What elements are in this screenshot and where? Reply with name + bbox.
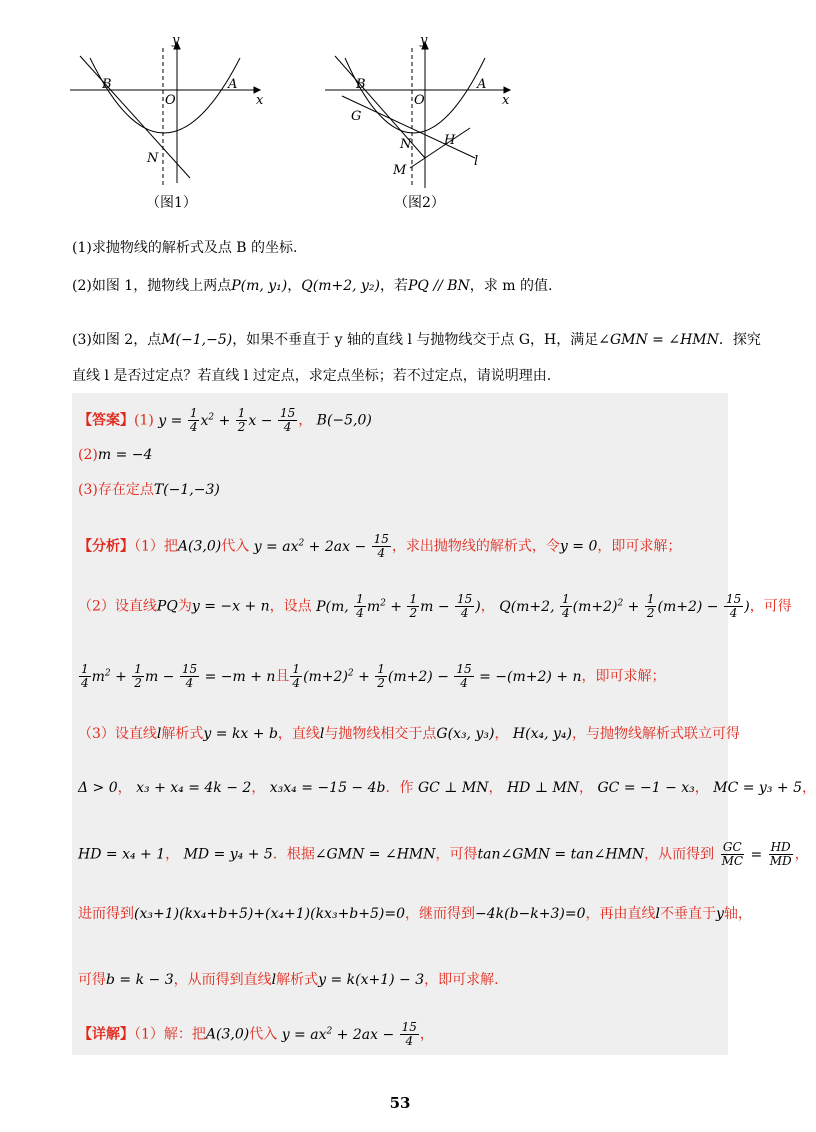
q3-text-b: ，如果不垂直于 y 轴的直线 l 与抛物线交于点 G，H，满足 [232,332,599,348]
analysis-p5-hdv: HD = x₄ + 1 [78,846,166,863]
answer-2-prefix: (2) [78,447,98,463]
fig2-label-A: A [477,77,487,92]
analysis-p2-point-q: Q(m+2, $\frac{1}{4}$ $(m+2)^2$ + $\frac{1}{2}$ (m+2) − $\frac{15}{4}$ ) [499,592,750,620]
analysis-p5-gen: ．根据 [272,846,315,863]
q2-text-b: ， [287,278,302,294]
analysis-p7-e: ，即可求解. [424,972,499,988]
detail-a: （1）解：把 [134,1026,206,1043]
analysis-p7-b: b = k − 3 [106,972,174,988]
analysis-p7-d: 解析式 [276,972,319,988]
analysis-p2-eq1: $\frac{1}{4}$ $m^2$ + $\frac{1}{2}$ m − $\frac{15}{4}$ = −m + n [81,662,276,690]
analysis-p6-e: 轴， [723,906,752,922]
analysis-p4-delta: Δ > 0 [78,780,118,796]
analysis-line-3: （3）设直线l解析式y = kx + b，直线l与抛物线相交于点G(x₃, y₃)， H(x₄, y₄)，与抛物线解析式联立可得 [78,726,740,742]
answer-line-3 [78,479,220,499]
analysis-p4-prod: x₃x₄ = −15 − 4b [269,780,386,796]
analysis-p6-l: l [655,906,660,922]
fig2-label-H: H [444,133,456,148]
analysis-line-7 [78,969,499,989]
figure-diagrams [60,28,540,218]
q2-text-d: ，求 m 的值. [469,278,553,294]
detail-line-1 [78,1021,434,1048]
analysis-p4-gc: GC ⊥ MN [417,780,489,796]
detail-c: ， [419,1026,434,1043]
analysis-p5-ang: ∠GMN = ∠HMN [314,846,436,863]
analysis-p1-c: ，求出抛物线的解析式，令 [391,538,560,555]
detail-point-a: A(3,0) [205,1026,250,1043]
analysis-p6-a: 进而得到 [78,906,134,922]
q2-text-a: (2)如图 1，抛物线上两点 [72,278,232,294]
answer-line-1: 【答案】(1) y = $\frac{1}{4}$ $x^2$ + $\frac{1}{2}$ x − $\frac{15}{4}$ ， B(−5,0) [78,406,372,434]
analysis-p4-hd: HD ⊥ MN [506,780,580,796]
ratio-hd: HD [770,840,791,854]
figure-2-caption: （图2） [394,195,445,211]
q3-text-a: (3)如图 2，点 [72,332,162,348]
figure-1-caption: （图1） [146,195,197,211]
fig1-label-B: B [102,77,112,92]
question-3-line-2: 直线 l 是否过定点？若直线 l 过定点，求定点坐标；若不过定点，请说明理由. [72,368,552,384]
analysis-p4-mcv: MC = y₃ + 5 [713,780,802,796]
figures [60,28,540,218]
analysis-p1-b: 代入 [221,538,250,555]
fig2-label-M: M [393,163,407,178]
fig2-label-B: B [356,77,366,92]
analysis-line-5: HD = x₄ + 1， MD = y₄ + 5．根据∠GMN = ∠HMN，可得tan∠GMN = tan∠HMN，从而得到 $\frac{GC}{MC}$ = $\frac{HD}{MD}$ ， [78,840,809,868]
answer-2-value: m = −4 [97,447,153,463]
analysis-p7-eq: y = k(x+1) − 3 [318,972,425,988]
figure-2 [325,33,510,188]
analysis-p2-b: 为 [177,598,192,615]
fig1-label-x: x [256,93,264,108]
question-1: (1)求抛物线的解析式及点 B 的坐标. [72,240,298,256]
question-3 [72,330,761,350]
q3-angle: ∠GMN = ∠HMN [598,332,719,348]
q3-text-c: ．探究 [718,332,761,348]
analysis-p2-e: ，即可求解； [581,668,666,685]
ratio-mc: MC [721,854,744,868]
answer-line-2 [78,447,152,463]
analysis-p2-d: ，可得 [749,598,792,615]
page-number: 53 [389,1094,411,1112]
analysis-p3-c: ，直线 [277,726,320,742]
analysis-p3-l: l [156,726,162,742]
fig1-label-y: y [172,33,180,48]
analysis-tag: 【分析】 [78,538,134,555]
fig2-label-x: x [502,93,510,108]
analysis-p3-b: 解析式 [161,726,204,742]
ratio-gc: GC [722,840,742,854]
q2-parallel: PQ // BN [408,278,470,294]
analysis-p7-l: l [271,972,277,988]
answer-1-formula: y = $\frac{1}{4}$ $x^2$ + $\frac{1}{2}$ x − $\frac{15}{4}$ [158,406,296,434]
detail-formula: $y = ax^2 + 2ax$ − $\frac{15}{4}$ [281,1020,417,1048]
fig2-label-O: O [414,93,425,108]
analysis-p2-and: 且 [275,668,290,685]
analysis-p4-sum: x₃ + x₄ = 4k − 2 [136,780,252,796]
analysis-p5-cong: ，从而得到 [644,846,715,863]
detail-tag: 【详解】 [78,1026,134,1043]
analysis-p1-a: （1）把 [134,538,178,555]
analysis-p3-a: （3）设直线 [78,726,157,742]
analysis-line-4: Δ > 0， x₃ + x₄ = 4k − 2， x₃x₄ = −15 − 4b．作 GC ⊥ MN， HD ⊥ MN， GC = −1 − x₃， MC = y₃ + 5， [78,780,816,796]
analysis-p2-point-p: P(m, $\frac{1}{4}$ $m^2$ + $\frac{1}{2}$ m − $\frac{15}{4}$ ) [316,592,481,620]
analysis-p5-ratio: $\frac{GC}{MC}$ = $\frac{HD}{MD}$ [721,840,792,868]
analysis-p2-c: ，设点 [269,598,312,615]
answer-1-point-b: B(−5,0) [316,412,372,429]
analysis-p1-d: ，即可求解； [597,538,682,555]
analysis-p3-l2: l [319,726,325,742]
analysis-p3-d: 与抛物线相交于点 [324,726,437,742]
analysis-p3-e: ，与抛物线解析式联立可得 [571,726,740,742]
q3-point-m: M(−1,−5) [161,332,233,348]
analysis-p1-point-a: A(3,0) [177,538,222,555]
detail-b: 代入 [249,1026,278,1043]
analysis-p2-eq2: $\frac{1}{4}$ $(m+2)^2$ + $\frac{1}{2}$ (m+2) − $\frac{15}{4}$ = −(m+2) + n [292,662,582,690]
analysis-p6-eq2: −4k(b−k+3)=0 [475,906,586,922]
answer-3-prefix: (3)存在定点 [78,482,154,498]
analysis-p6-y: y [715,906,724,922]
analysis-p2-line: y = −x + n [191,598,270,615]
fig1-label-O: O [165,93,176,108]
analysis-p3-kx: y = kx + b [203,726,278,742]
fig2-label-y: y [420,33,428,48]
analysis-p1-formula: $y = ax^2 + 2ax$ − $\frac{15}{4}$ [253,532,389,560]
fig2-label-G: G [351,109,362,124]
analysis-line-6 [78,903,752,923]
analysis-p5-tan: tan∠GMN = tan∠HMN [477,846,645,863]
fig1-label-A: A [228,77,238,92]
figure-1 [70,33,264,188]
answer-box [72,393,816,1055]
q2-point-q: Q(m+2, y₂) [301,278,380,294]
analysis-p6-eq: (x₃+1)(kx₄+b+5)+(x₄+1)(kx₃+b+5)=0 [134,906,405,922]
analysis-p2-a: （2）设直线 [78,598,157,615]
analysis-p5-kede: ，可得 [435,846,478,863]
analysis-p2-pq: PQ [156,598,178,615]
analysis-p1-y0: y = 0 [559,538,598,555]
ratio-md: MD [769,854,792,868]
analysis-line-1 [78,533,681,560]
q2-point-p: P(m, y₁) [231,278,288,294]
analysis-line-2: （2）设直线PQ为y = −x + n，设点 P(m, $\frac{1}{4}$ $m^2$ + $\frac{1}{2}$ m − $\frac{15}{4}$ )， Q(m+2, $\frac{1}{4}$ $(m+2)^2$ + $\frac{1}{2}$ (m+2) − $\frac{15}{4}$ )，可得 [78,592,792,620]
analysis-p6-c: ，再由直线 [585,906,656,922]
question-2 [72,276,552,296]
analysis-line-2b [78,663,666,690]
analysis-p3-h: H(x₄, y₄) [512,726,572,742]
analysis-p3-g: G(x₃, y₃) [436,726,495,742]
q2-text-c: ，若 [380,278,408,294]
analysis-p6-b: ，继而得到 [405,906,475,922]
analysis-p6-d: 不垂直于 [659,906,716,922]
fig2-label-N: N [400,137,412,152]
fig1-label-N: N [147,151,159,166]
answer-3-value: T(−1,−3) [153,482,220,498]
fig2-label-l: l [474,154,479,169]
analysis-p5-mdv: MD = y₄ + 5 [183,846,273,863]
analysis-p7-a: 可得 [78,972,106,988]
analysis-p4-zuo: ．作 [385,780,414,796]
answer-1-prefix: (1) [134,412,154,429]
analysis-p7-c: ，从而得到直线 [173,972,272,988]
analysis-p4-gcv: GC = −1 − x₃ [597,780,695,796]
answer-tag: 【答案】 [78,412,134,429]
